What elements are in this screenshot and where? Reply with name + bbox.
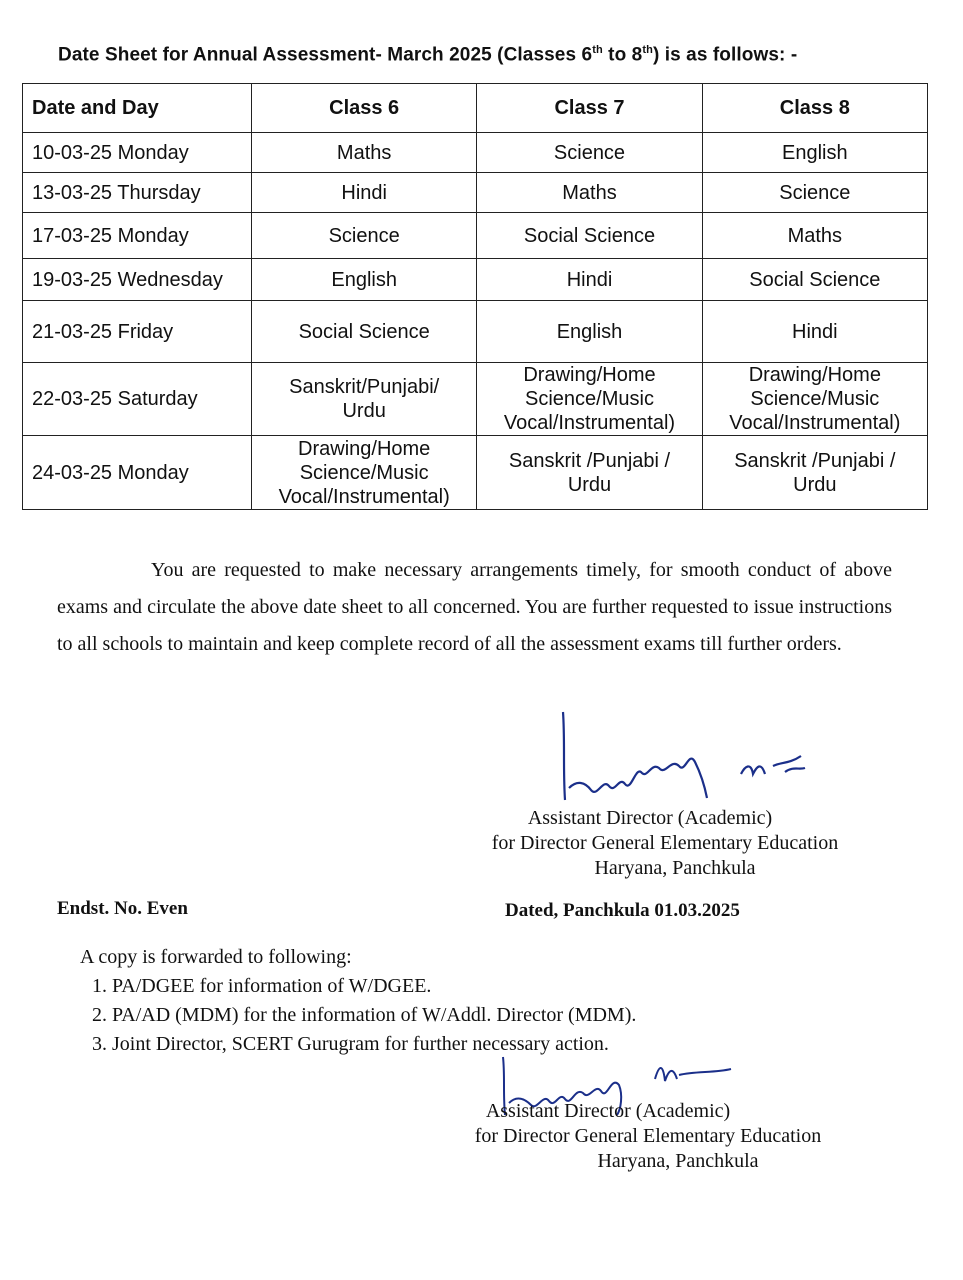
date-day-cell: 10-03-25 Monday bbox=[23, 133, 252, 173]
endorsement-number: Endst. No. Even bbox=[57, 898, 188, 919]
copy-item: 1. PA/DGEE for information of W/DGEE. bbox=[112, 972, 636, 1001]
copy-item: 3. Joint Director, SCERT Gurugram for further necessary action. bbox=[112, 1030, 636, 1059]
class-6-subject-cell: Hindi bbox=[252, 173, 477, 213]
sig2-department: for Director General Elementary Education bbox=[474, 1125, 822, 1147]
date-sheet-table bbox=[22, 83, 928, 510]
table-row bbox=[23, 213, 928, 259]
class-6-subject-cell: Social Science bbox=[252, 301, 477, 363]
copy-intro: A copy is forwarded to following: bbox=[80, 946, 352, 968]
class-8-subject-cell: Drawing/Home Science/Music Vocal/Instrumental) bbox=[702, 363, 927, 436]
class-6-subject-cell: English bbox=[252, 259, 477, 301]
date-day-cell: 13-03-25 Thursday bbox=[23, 173, 252, 213]
date-sheet-title: Date Sheet for Annual Assessment- March 2025 (Classes 6th to 8th) is as follows: - bbox=[58, 44, 798, 66]
sig2-location: Haryana, Panchkula bbox=[597, 1150, 759, 1172]
dated-line: Dated, Panchkula 01.03.2025 bbox=[505, 900, 740, 921]
copy-list bbox=[80, 972, 636, 1059]
copy-item: 2. PA/AD (MDM) for the information of W/Addl. Director (MDM). bbox=[112, 1001, 636, 1030]
date-day-cell: 24-03-25 Monday bbox=[23, 436, 252, 510]
class-6-subject-cell: Science bbox=[252, 213, 477, 259]
sig2-title: Assistant Director (Academic) bbox=[485, 1100, 731, 1122]
date-day-cell: 21-03-25 Friday bbox=[23, 301, 252, 363]
class-7-subject-cell: Science bbox=[477, 133, 702, 173]
signature-block-1 bbox=[440, 806, 890, 881]
class-8-subject-cell: Maths bbox=[702, 213, 927, 259]
class-7-subject-cell: Maths bbox=[477, 173, 702, 213]
class-7-subject-cell: English bbox=[477, 301, 702, 363]
table-row bbox=[23, 301, 928, 363]
class-7-subject-cell: Sanskrit /Punjabi / Urdu bbox=[477, 436, 702, 510]
copy-forwarded-section bbox=[80, 943, 636, 1059]
table-row bbox=[23, 259, 928, 301]
signature-1-image bbox=[555, 710, 815, 820]
header-class-7: Class 7 bbox=[477, 84, 702, 133]
date-day-cell: 19-03-25 Wednesday bbox=[23, 259, 252, 301]
header-class-6: Class 6 bbox=[252, 84, 477, 133]
sig1-department: for Director General Elementary Education bbox=[491, 832, 839, 854]
class-8-subject-cell: Sanskrit /Punjabi / Urdu bbox=[702, 436, 927, 510]
header-class-8: Class 8 bbox=[702, 84, 927, 133]
signature-block-2 bbox=[423, 1099, 873, 1174]
class-8-subject-cell: English bbox=[702, 133, 927, 173]
table-row bbox=[23, 436, 928, 510]
class-7-subject-cell: Hindi bbox=[477, 259, 702, 301]
class-7-subject-cell: Drawing/Home Science/Music Vocal/Instrumental) bbox=[477, 363, 702, 436]
table-row bbox=[23, 363, 928, 436]
date-day-cell: 22-03-25 Saturday bbox=[23, 363, 252, 436]
class-7-subject-cell: Social Science bbox=[477, 213, 702, 259]
class-8-subject-cell: Hindi bbox=[702, 301, 927, 363]
table-row bbox=[23, 173, 928, 213]
class-8-subject-cell: Social Science bbox=[702, 259, 927, 301]
sig1-location: Haryana, Panchkula bbox=[594, 857, 756, 879]
header-date-and-day: Date and Day bbox=[23, 84, 252, 133]
class-6-subject-cell: Maths bbox=[252, 133, 477, 173]
table-row bbox=[23, 133, 928, 173]
table-header-row bbox=[23, 84, 928, 133]
instruction-paragraph: You are requested to make necessary arrangements timely, for smooth conduct of above exams and circulate the above date sheet to all concerned. You are further requested to issue instructions to all schools to maintain and keep complete record of all the assessment exams till further orders. bbox=[57, 559, 892, 655]
date-day-cell: 17-03-25 Monday bbox=[23, 213, 252, 259]
class-6-subject-cell: Sanskrit/Punjabi/ Urdu bbox=[252, 363, 477, 436]
class-6-subject-cell: Drawing/Home Science/Music Vocal/Instrumental) bbox=[252, 436, 477, 510]
sig1-title: Assistant Director (Academic) bbox=[527, 807, 773, 829]
class-8-subject-cell: Science bbox=[702, 173, 927, 213]
